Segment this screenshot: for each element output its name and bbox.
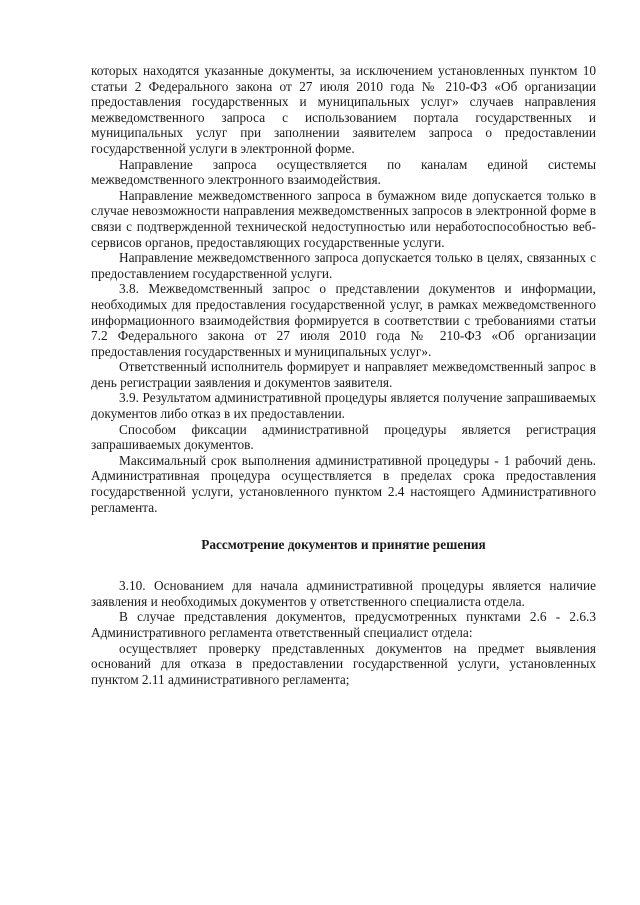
paragraph-3-10: 3.10. Основанием для начала административной процедуры является наличие заявления и необходимых документов у ответственного специалиста отдела. [91,578,596,609]
document-page [91,63,596,687]
paragraph-12: осуществляет проверку представленных документов на предмет выявления оснований для отказа в предоставлении государственной услуги, установленных пунктом 2.11 административного регламента; [91,640,596,687]
paragraph-4: Направление межведомственного запроса допускается только в целях, связанных с предоставлением государственной услуги. [91,250,596,281]
paragraph-3-9: 3.9. Результатом административной процедуры является получение запрашиваемых документов либо отказ в их предоставлении. [91,390,596,422]
section-heading: Рассмотрение документов и принятие решения [201,537,486,553]
paragraph-2: Направление запроса осуществляется по каналам единой системы межведомственного электронного взаимодействия. [91,156,596,188]
paragraph-9: Максимальный срок выполнения административной процедуры - 1 рабочий день. Административная процедура осуществляется в пределах срока предоставления государственной услуги, установленного пунктом 2.4 настоящего Административного регламента. [91,452,596,515]
paragraph-3: Направление межведомственного запроса в бумажном виде допускается только в случае невозможности направления межведомственных запросов в электронной форме в связи с подтвержденной технической недоступностью или неработоспособностью веб-сервисов органов, предоставляющих государственные услуги. [91,187,596,250]
paragraph-1: которых находятся указанные документы, за исключением установленных пунктом 10 статьи 2 Федерального закона от 27 июля 2010 года № 210-ФЗ «Об организации предоставления государственных и муниципальных услуг» случаев направления межведомственного запроса с использованием портала государственных и муниципальных услуг при заполнении заявителем запроса о предоставлении государственной услуги в электронной форме. [91,63,596,156]
paragraph-11: В случае представления документов, предусмотренных пунктами 2.6 - 2.6.3 Административного регламента ответственный специалист отдела: [91,609,596,640]
paragraph-6: Ответственный исполнитель формирует и направляет межведомственный запрос в день регистрации заявления и документов заявителя. [91,359,596,390]
paragraph-8: Способом фиксации административной процедуры является регистрация запрашиваемых документов. [91,421,596,453]
paragraph-3-8: 3.8. Межведомственный запрос о представлении документов и информации, необходимых для предоставления государственной услуг, в рамках межведомственного информационного взаимодействия формируется в соответствии с требованиями статьи 7.2 Федерального закона от 27 июля 2010 года № 210-ФЗ «Об организации предоставления государственных и муниципальных услуг». [91,281,596,359]
